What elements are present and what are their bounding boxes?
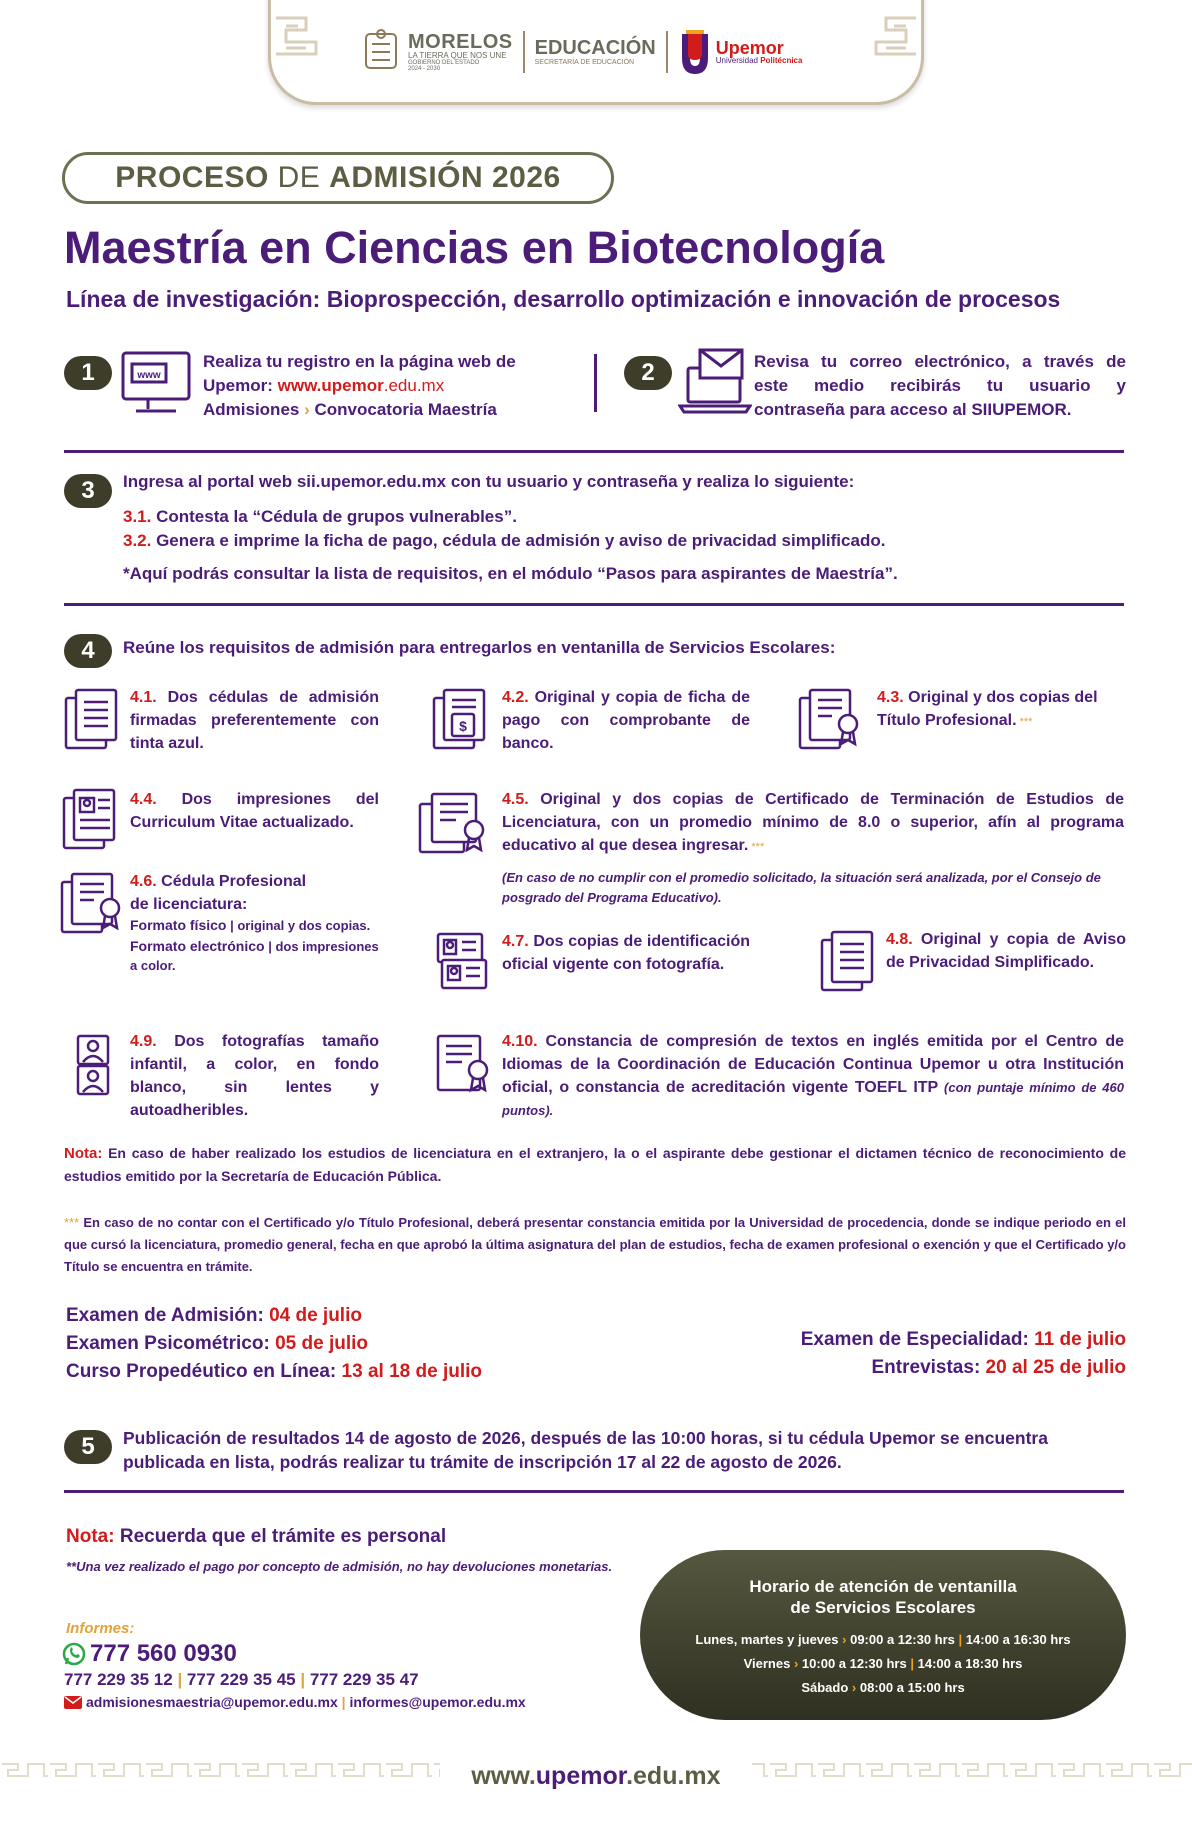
schedule-row-3 xyxy=(640,1680,1126,1695)
req-4-1-text: Dos cédulas de admisión firmadas preferentemente con tinta azul. xyxy=(130,689,379,752)
step-2-usuario: usuario y xyxy=(1029,376,1126,395)
date-3-label: Curso Propedéutico en Línea: xyxy=(66,1361,342,1382)
date-2-label: Examen Psicométrico: xyxy=(66,1333,276,1354)
date-2-value: 05 de julio xyxy=(275,1333,369,1354)
req-4-9-text: Dos fotografías tamaño infantil, a color, en fondo blanco, sin lentes y autoadheribles. xyxy=(130,1033,379,1119)
req-4-6 xyxy=(130,870,379,975)
step-3-badge: 3 xyxy=(64,474,112,508)
schedule-row-2-time-2: 14:00 a 18:30 hrs xyxy=(917,1656,1023,1671)
req-4-9-num: 4.9. xyxy=(130,1033,157,1050)
req-4-4-text: Dos impresiones del Curriculum Vitae actualizado. xyxy=(130,791,379,831)
research-line: Línea de investigación: Bioprospección, desarrollo optimización e innovación de procesos xyxy=(66,286,1061,312)
laptop-mail-icon xyxy=(678,346,752,416)
req-4-1 xyxy=(130,686,379,755)
whatsapp-icon xyxy=(62,1642,86,1666)
req-4-7-text: Dos copias de identificación oficial vigente con fotografía. xyxy=(502,933,750,973)
date-5-value: 20 al 25 de julio xyxy=(985,1357,1126,1378)
step-3-usuario: usuario xyxy=(506,472,568,491)
step-4-badge: 4 xyxy=(64,634,112,668)
note-text: En caso de haber realizado los estudios de licenciatura en el extranjero, la o el aspirante debe gestionar el dictamen técnico de reconocimiento de estudios emitido por la Secretaría de Educación Pública. xyxy=(64,1145,1126,1184)
req-4-3-text: Original y dos copias del Título Profesional. xyxy=(877,689,1098,729)
date-4-label: Examen de Especialidad: xyxy=(800,1329,1035,1350)
step-5-hour: 10:00 horas xyxy=(660,1428,759,1448)
pill-word-proceso: PROCESO xyxy=(115,161,269,194)
footer-url-upemor[interactable]: upemor xyxy=(535,1762,627,1790)
informes-label: Informes: xyxy=(66,1620,135,1637)
certificate-note xyxy=(64,1212,1126,1278)
step-2-contrasena: contraseña xyxy=(754,400,845,419)
req-4-4 xyxy=(130,788,379,834)
req-4-8-text: Original y copia de Aviso de Privacidad Simplificado. xyxy=(886,931,1126,971)
phone-2[interactable]: 777 229 35 45 xyxy=(186,1670,296,1689)
phone-3[interactable]: 777 229 35 47 xyxy=(309,1670,419,1689)
footer-url-www[interactable]: www. xyxy=(471,1762,536,1790)
morelos-tagline: LA TIERRA QUE NOS UNE xyxy=(408,51,507,60)
req-4-7-num: 4.7. xyxy=(502,933,529,950)
privacy-notice-icon xyxy=(818,930,878,994)
chevron-right-icon: › xyxy=(842,1632,847,1647)
curriculum-vitae-icon xyxy=(60,788,120,852)
step-3-note-c: . xyxy=(892,564,898,583)
upemor-u-logo-icon xyxy=(678,28,712,76)
step-1-admisiones: Admisiones xyxy=(203,400,300,419)
schedule-row-2-day: Viernes xyxy=(743,1656,791,1671)
req-4-5-text: Original y dos copias de Certificado de Terminación de Estudios de Licenciatura, con un promedio mínimo de 8.0 o superior, afín al programa educativo al que desea ingresar. xyxy=(502,791,1124,854)
step-1-badge: 1 xyxy=(64,356,112,390)
logo-divider-2 xyxy=(666,31,668,73)
step-3-intro-e: y xyxy=(567,472,587,491)
step-3-1-num: 3.1. xyxy=(123,507,152,526)
education-sub: SECRETARÍA DE EDUCACIÓN xyxy=(534,59,635,67)
step-4-intro: Reúne los requisitos de admisión para entregarlos en ventanilla de Servicios Escolares: xyxy=(123,638,836,657)
step-3-2-text: Genera e imprime la ficha de pago, cédula de admisión y aviso de privacidad simplificado. xyxy=(151,531,886,550)
req-4-6-fisico-label: Formato físico xyxy=(130,917,227,933)
schedule-title-1: Horario de atención de ventanilla xyxy=(749,1577,1017,1596)
footer-website xyxy=(0,1762,1192,1791)
computer-monitor-icon xyxy=(120,350,192,416)
req-4-9 xyxy=(130,1030,379,1122)
upemor-sub-a: Universidad xyxy=(715,56,761,65)
document-stack-icon xyxy=(62,688,122,752)
req-4-2-text: Original y copia de ficha de pago con comprobante de banco. xyxy=(502,689,750,752)
schedule-row-3-day: Sábado xyxy=(801,1680,849,1695)
main-phone xyxy=(62,1640,237,1668)
step-5-results-date: 14 de agosto de 2026 xyxy=(344,1428,521,1448)
step-3-1-text: Contesta la “Cédula de grupos vulnerables”. xyxy=(151,507,517,526)
step-5-text xyxy=(123,1426,1126,1474)
step-1-upemor-link[interactable]: www.upemor xyxy=(277,376,384,395)
req-4-6-line-1: Cédula Profesional xyxy=(156,873,307,890)
schedule-row-1-day: Lunes, martes y jueves xyxy=(695,1632,839,1647)
pill-word-de: DE xyxy=(268,161,330,194)
ornament-right-icon xyxy=(870,8,920,68)
step-2-line-3: para acceso al SIIUPEMOR. xyxy=(844,400,1072,419)
date-4-value: 11 de julio xyxy=(1034,1329,1126,1350)
id-card-icon xyxy=(434,930,492,992)
date-5-label: Entrevistas: xyxy=(871,1357,986,1378)
step-5-c: , después de las xyxy=(520,1428,661,1448)
education-name: EDUCACIÓN xyxy=(534,37,656,60)
footer-url-domain[interactable]: .edu.mx xyxy=(626,1762,721,1790)
step-3-intro-a: Ingresa al portal web xyxy=(123,472,297,491)
divider-3 xyxy=(64,1490,1124,1493)
req-4-10 xyxy=(502,1030,1124,1122)
dates-left xyxy=(66,1302,482,1386)
upemor-sub-b: Politécnica xyxy=(760,56,803,65)
personal-note-text: Recuerda que el trámite es personal xyxy=(114,1526,447,1547)
admission-process-pill xyxy=(62,152,614,204)
req-4-6-electronico-label: Formato electrónico xyxy=(130,938,265,954)
req-4-5-mark: *** xyxy=(748,841,765,853)
logo-row xyxy=(360,22,840,82)
step-3-note xyxy=(123,562,1123,586)
schedule-row-2-bar: | xyxy=(910,1656,914,1671)
req-4-2 xyxy=(502,686,750,755)
pill-word-admision: ADMISIÓN 2026 xyxy=(329,161,561,194)
step-1-domain[interactable]: .edu.mx xyxy=(383,376,445,395)
morelos-name: MORELOS xyxy=(408,31,513,53)
req-4-3-mark: *** xyxy=(1016,716,1033,728)
www-screen-label: www xyxy=(137,370,161,381)
schedule-box xyxy=(640,1550,1126,1720)
step-3-1 xyxy=(123,505,1123,529)
req-4-6-electronico-text: | dos impresiones a color. xyxy=(130,939,379,973)
step-5-badge: 5 xyxy=(64,1430,112,1464)
step-2-badge: 2 xyxy=(624,356,672,390)
req-4-5 xyxy=(502,788,1124,859)
schedule-row-1-bar: | xyxy=(958,1632,963,1647)
req-4-8-num: 4.8. xyxy=(886,931,913,948)
step-3-note-a: *Aquí podrás consultar la lista de requisitos, en el módulo xyxy=(123,564,598,583)
step-2-line-2a: este medio recibirás tu xyxy=(754,376,1030,395)
date-1-label: Examen de Admisión: xyxy=(66,1305,270,1326)
step-2-text xyxy=(754,350,1126,422)
dates-right xyxy=(640,1326,1126,1382)
certificate-note-stars: *** xyxy=(64,1215,80,1230)
req-4-10-italic: (con puntaje mínimo de 460 puntos). xyxy=(502,1080,1124,1118)
certificate-note-text: En caso de no contar con el Certificado y/o Título Profesional, deberá presentar constancia emitida por la Universidad de procedencia, donde se indique periodo en el que cursó la licenciatura, promedio general, fecha en que aprobó la última asignatura del plan de estudios, fecha de examen profesional o exención y que el Certificado y/o Título se encuentra en trámite. xyxy=(64,1215,1126,1274)
schedule-row-2-time-1: 10:00 a 12:30 hrs xyxy=(801,1656,907,1671)
language-certificate-icon xyxy=(434,1032,498,1096)
chevron-right-icon: › xyxy=(851,1680,857,1695)
divider-2 xyxy=(64,603,1124,606)
req-4-8 xyxy=(886,928,1126,974)
step-5-enrollment-dates: 17 al 22 de agosto de 2026. xyxy=(617,1452,842,1472)
step-3-intro xyxy=(123,470,1123,494)
step-3-contrasena: contraseña xyxy=(586,472,678,491)
schedule-row-3-time: 08:00 a 15:00 hrs xyxy=(859,1680,965,1695)
refund-note: **Una vez realizado el pago por concepto de admisión, no hay devoluciones monetarias. xyxy=(66,1559,613,1574)
step-1-upemor: Upemor xyxy=(203,376,268,395)
req-4-3-num: 4.3. xyxy=(877,689,904,706)
personal-note-label: Nota: xyxy=(66,1526,115,1547)
email-informes[interactable]: informes@upemor.edu.mx xyxy=(349,1694,526,1710)
divider-1 xyxy=(64,450,1124,453)
phone-1[interactable]: 777 229 35 12 xyxy=(64,1670,173,1689)
req-4-2-num: 4.2. xyxy=(502,689,529,706)
req-4-6-num: 4.6. xyxy=(130,873,157,890)
req-4-5-note: (En caso de no cumplir con el promedio solicitado, la situación será analizada, por el Consejo de posgrado del Programa Educativo). xyxy=(502,870,1101,905)
professional-license-icon xyxy=(58,872,126,936)
req-4-6-fisico-text: | original y dos copias. xyxy=(226,918,371,933)
phone-sep-2: | xyxy=(295,1670,310,1689)
portal-link[interactable]: sii.upemor.edu.mx xyxy=(296,472,447,491)
ornament-left-icon xyxy=(272,8,322,68)
step-divider xyxy=(594,354,597,412)
schedule-row-1-time-2: 14:00 a 16:30 hrs xyxy=(965,1632,1071,1647)
step-1-colon: : xyxy=(267,376,278,395)
req-4-5-num: 4.5. xyxy=(502,791,529,808)
upemor-name: Upemor xyxy=(715,38,784,58)
date-3-value: 13 al 18 de julio xyxy=(341,1361,482,1382)
email-admisiones[interactable]: admisionesmaestria@upemor.edu.mx xyxy=(86,1694,338,1710)
photographs-icon xyxy=(74,1032,114,1096)
step-3-2-num: 3.2. xyxy=(123,531,152,550)
step-1-line-1: Realiza tu registro en la página web de xyxy=(203,352,516,371)
step-2-line-1: Revisa tu correo electrónico, a través de xyxy=(754,352,1126,371)
whatsapp-phone[interactable]: 777 560 0930 xyxy=(90,1640,237,1667)
step-3-note-module: “Pasos para aspirantes de Maestría” xyxy=(597,564,893,583)
education-logo xyxy=(535,37,656,67)
diploma-certificate-icon xyxy=(796,688,864,752)
req-4-10-num: 4.10. xyxy=(502,1033,538,1050)
morelos-gov: GOBIERNO DEL ESTADO xyxy=(408,60,480,66)
foreign-studies-note xyxy=(64,1142,1126,1188)
schedule-title xyxy=(640,1576,1126,1618)
schedule-title-2: de Servicios Escolares xyxy=(790,1598,976,1617)
study-certificate-icon xyxy=(416,792,492,856)
morelos-crest-icon xyxy=(360,28,402,76)
req-4-10-text: Constancia de compresión de textos en inglés emitida por el Centro de Idiomas de la Coordinación de Educación Continua Upemor u otra Institución oficial, o constancia de acreditación vigente TOEFL ITP xyxy=(502,1033,1124,1096)
morelos-years: 2024 - 2030 xyxy=(408,66,441,72)
morelos-logo xyxy=(408,32,513,72)
schedule-row-1-time-1: 09:00 a 12:30 hrs xyxy=(850,1632,955,1647)
step-3-intro-g: y realiza lo siguiente: xyxy=(677,472,855,491)
req-4-7 xyxy=(502,930,750,976)
email-sep: | xyxy=(337,1694,350,1710)
req-4-6-line-2: de licenciatura: xyxy=(130,896,248,913)
schedule-row-1 xyxy=(640,1632,1126,1647)
payment-receipt-icon xyxy=(430,688,492,752)
step-5-a: Publicación de resultados xyxy=(123,1428,345,1448)
step-1-text xyxy=(203,350,569,422)
schedule-row-2 xyxy=(640,1656,1126,1671)
upemor-logo xyxy=(716,39,803,65)
program-title: Maestría en Ciencias en Biotecnología xyxy=(64,222,885,273)
req-4-1-num: 4.1. xyxy=(130,689,157,706)
phone-sep-1: | xyxy=(172,1670,187,1689)
logo-divider xyxy=(523,31,525,73)
step-1-convocatoria: Convocatoria Maestría xyxy=(314,400,497,419)
req-4-4-num: 4.4. xyxy=(130,791,157,808)
step-5-e: , si tu cédula Upemor se encuentra publicada en lista, podrás realizar tu trámite de inscripción xyxy=(123,1428,1048,1472)
phone-list xyxy=(64,1670,419,1690)
step-3-2 xyxy=(123,529,1123,553)
date-1-value: 04 de julio xyxy=(269,1305,362,1326)
step-3-intro-c: con tu xyxy=(446,472,507,491)
mail-icon xyxy=(64,1696,82,1709)
chevron-right-icon: › xyxy=(304,400,310,419)
personal-note xyxy=(66,1526,446,1548)
req-4-3 xyxy=(877,686,1126,734)
email-list xyxy=(64,1694,526,1710)
note-label: Nota: xyxy=(64,1145,103,1162)
svg-text:$: $ xyxy=(459,718,467,734)
chevron-right-icon: › xyxy=(793,1656,799,1671)
